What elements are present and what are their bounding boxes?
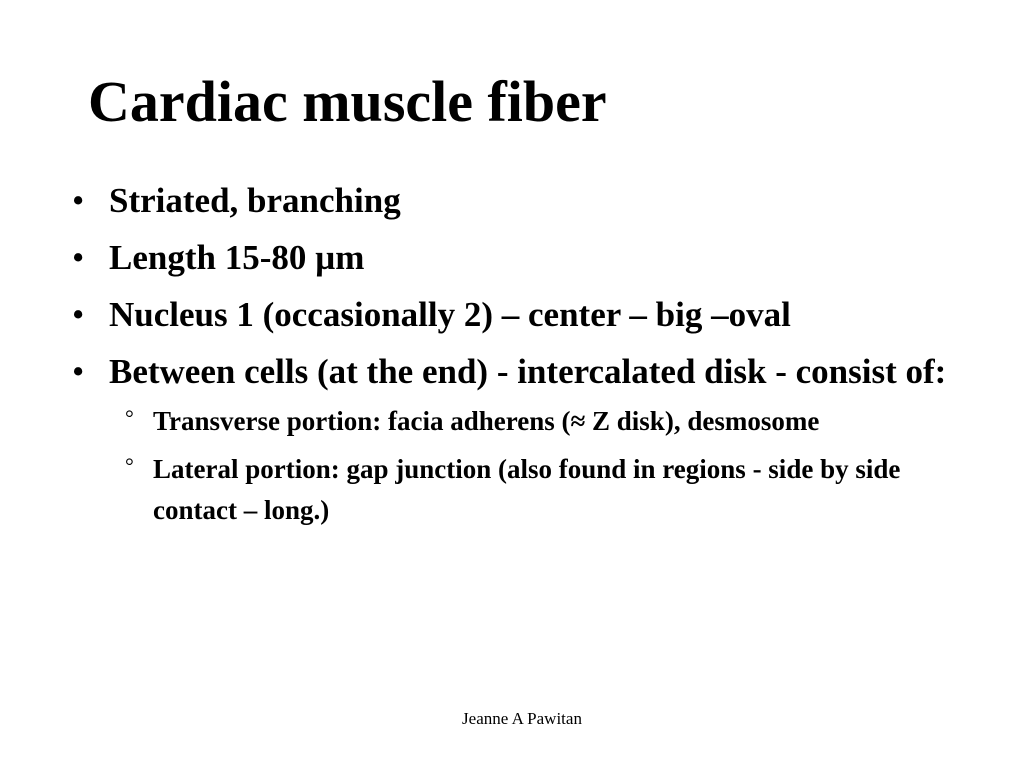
- slide-footer: Jeanne A Pawitan: [462, 709, 582, 728]
- bullet-item: [72, 178, 952, 224]
- bullet-icon: •: [72, 238, 85, 277]
- sub-bullet-icon: °: [125, 453, 134, 478]
- bullet-icon: •: [72, 295, 85, 334]
- sub-bullet-item: [109, 401, 952, 442]
- sub-bullet-list: [109, 401, 952, 531]
- bullet-item: [72, 235, 952, 281]
- bullet-item: [72, 292, 952, 338]
- sub-bullet-item: [109, 449, 952, 531]
- bullet-item: [72, 349, 952, 531]
- bullet-text: Nucleus 1 (occasionally 2) – center – big –oval: [109, 295, 791, 334]
- sub-bullet-icon: °: [125, 405, 134, 430]
- bullet-text: Between cells (at the end) - intercalated disk - consist of:: [109, 352, 947, 391]
- bullet-icon: •: [72, 352, 85, 391]
- sub-bullet-text: Transverse portion: facia adherens (≈ Z disk), desmosome: [153, 406, 820, 436]
- slide-title: Cardiac muscle fiber: [88, 69, 607, 134]
- bullet-text: Length 15-80 µm: [109, 238, 365, 277]
- bullet-icon: •: [72, 181, 85, 220]
- sub-bullet-text: Lateral portion: gap junction (also found in regions - side by side contact – long.): [153, 454, 901, 525]
- bullet-list: [72, 178, 952, 542]
- bullet-text: Striated, branching: [109, 181, 401, 220]
